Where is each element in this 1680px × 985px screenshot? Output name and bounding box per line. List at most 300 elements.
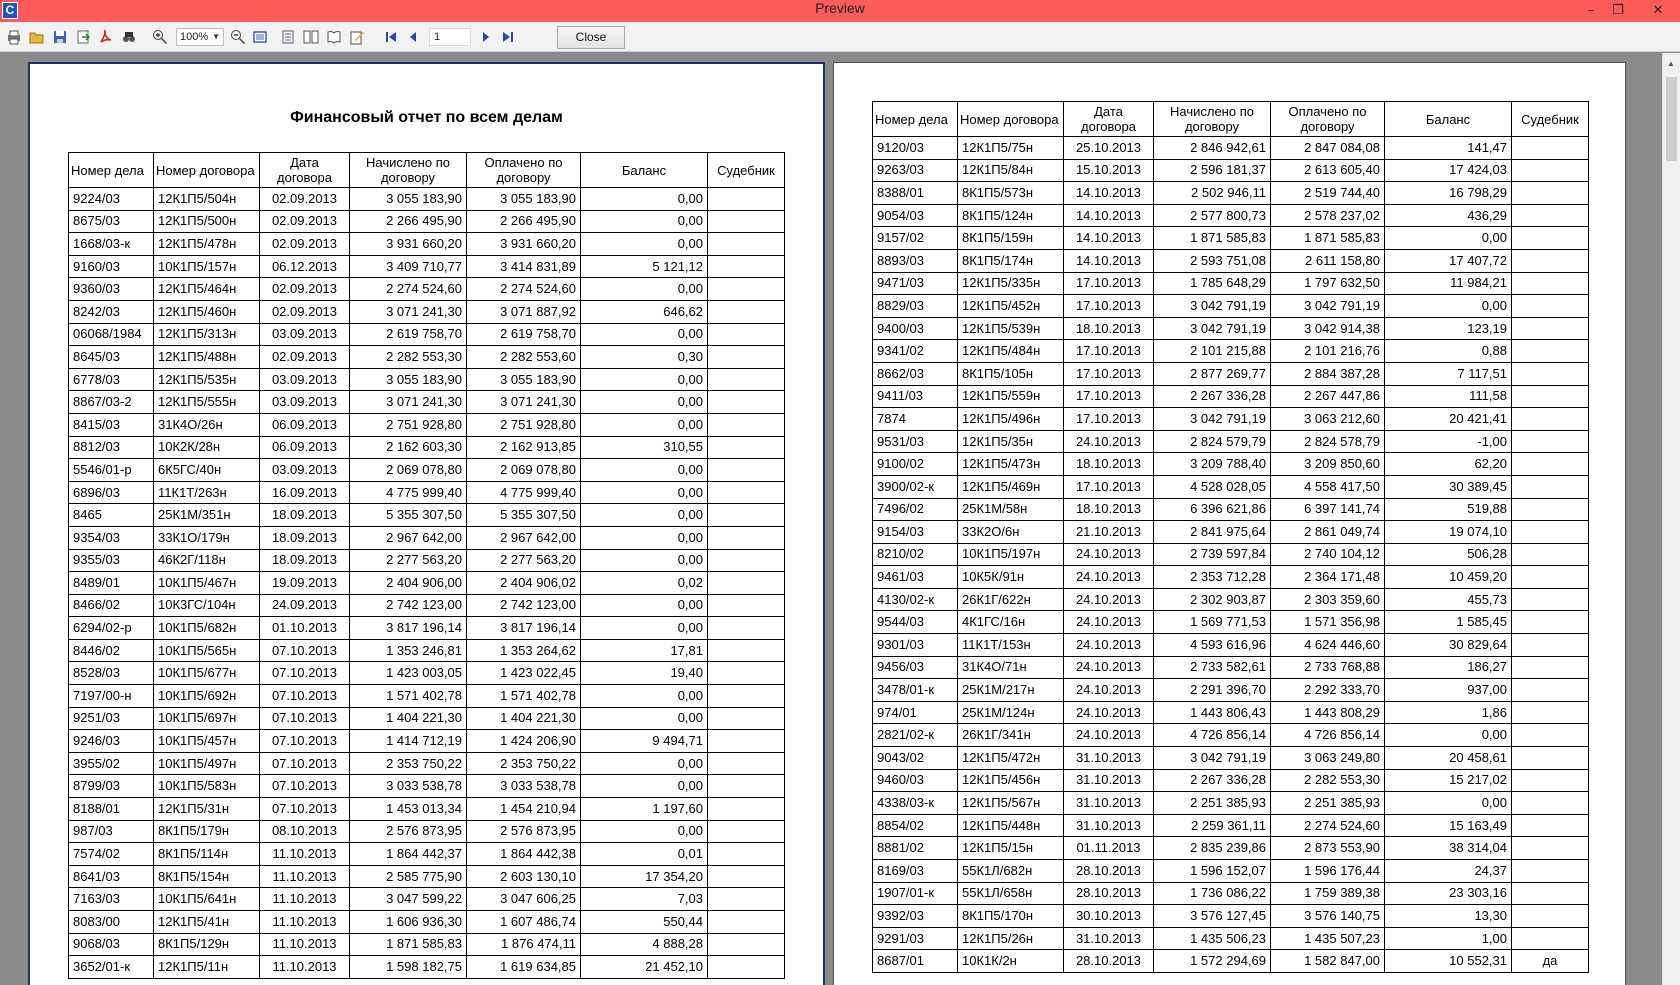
court-flag-cell — [708, 323, 785, 346]
table-row — [69, 549, 785, 572]
balance-cell: 0,00 — [581, 233, 708, 256]
court-flag-cell — [708, 594, 785, 617]
court-flag-cell — [708, 459, 785, 482]
case-number-cell: 9461/03 — [873, 566, 958, 589]
paid-amount-cell: 1 582 847,00 — [1271, 950, 1385, 973]
contract-date-cell: 07.10.2013 — [260, 707, 350, 730]
pdf-icon[interactable] — [98, 29, 114, 45]
contract-number-cell: 31К4О/26н — [154, 413, 260, 436]
case-number-cell: 9054/03 — [873, 204, 958, 227]
paid-amount-cell: 1 424 206,90 — [467, 730, 581, 753]
paid-amount-cell: 4 558 417,50 — [1271, 475, 1385, 498]
zoom-in-icon[interactable] — [152, 29, 168, 45]
export-icon[interactable] — [75, 29, 91, 45]
table-row — [873, 362, 1589, 385]
page-number-input[interactable]: 1 — [429, 28, 471, 46]
accrued-amount-cell: 3 931 660,20 — [350, 233, 467, 256]
contract-number-cell: 11К1Т/263н — [154, 481, 260, 504]
paid-amount-cell: 1 404 221,30 — [467, 707, 581, 730]
accrued-amount-cell: 1 569 771,53 — [1154, 611, 1271, 634]
contract-number-cell: 26К1Г/622н — [958, 588, 1064, 611]
case-number-cell: 9392/03 — [873, 905, 958, 928]
contract-number-cell: 12К1П5/559н — [958, 385, 1064, 408]
accrued-amount-cell: 1 453 013,34 — [350, 798, 467, 821]
table-row — [873, 701, 1589, 724]
accrued-amount-cell: 2 162 603,30 — [350, 436, 467, 459]
accrued-amount-cell: 2 259 361,11 — [1154, 814, 1271, 837]
accrued-amount-cell: 1 414 712,19 — [350, 730, 467, 753]
court-flag-cell — [708, 617, 785, 640]
paid-amount-cell: 1 876 474,11 — [467, 933, 581, 956]
paid-amount-cell: 2 282 553,60 — [467, 346, 581, 369]
paid-amount-cell: 2 619 758,70 — [467, 323, 581, 346]
contract-number-cell: 12К1П5/469н — [958, 475, 1064, 498]
contract-number-cell: 12К1П5/456н — [958, 769, 1064, 792]
table-row — [873, 182, 1589, 205]
accrued-amount-cell: 3 817 196,14 — [350, 617, 467, 640]
window-title: Preview — [815, 0, 865, 16]
balance-cell: 1 197,60 — [581, 798, 708, 821]
court-flag-cell — [708, 798, 785, 821]
balance-cell: 17 354,20 — [581, 865, 708, 888]
report-page-1 — [28, 62, 825, 985]
paid-amount-cell: 4 624 446,60 — [1271, 634, 1385, 657]
accrued-amount-cell: 1 871 585,83 — [1154, 227, 1271, 250]
table-row — [873, 950, 1589, 973]
paid-amount-cell: 2 967 642,00 — [467, 526, 581, 549]
balance-cell: 0,00 — [581, 481, 708, 504]
balance-cell: 0,00 — [581, 707, 708, 730]
previous-page-icon[interactable] — [405, 29, 421, 45]
column-header: Номер дела — [69, 153, 154, 188]
court-flag-cell — [1512, 769, 1589, 792]
court-flag-cell — [1512, 837, 1589, 860]
balance-cell: 0,00 — [581, 278, 708, 301]
contract-date-cell: 24.10.2013 — [1064, 430, 1154, 453]
scrollbar-thumb[interactable] — [1666, 77, 1677, 161]
contract-number-cell: 8К1П5/124н — [958, 204, 1064, 227]
contract-date-cell: 02.09.2013 — [260, 188, 350, 211]
court-flag-cell — [1512, 860, 1589, 883]
contract-date-cell: 06.12.2013 — [260, 255, 350, 278]
column-header: Оплачено по договору — [467, 153, 581, 188]
court-flag-cell — [1512, 137, 1589, 160]
restore-icon[interactable]: ❐ — [1612, 3, 1624, 18]
case-number-cell: 7496/02 — [873, 498, 958, 521]
case-number-cell: 8415/03 — [69, 413, 154, 436]
contract-date-cell: 03.09.2013 — [260, 459, 350, 482]
accrued-amount-cell: 1 404 221,30 — [350, 707, 467, 730]
case-number-cell: 8662/03 — [873, 362, 958, 385]
paid-amount-cell: 5 355 307,50 — [467, 504, 581, 527]
contract-date-cell: 17.10.2013 — [1064, 362, 1154, 385]
accrued-amount-cell: 3 042 791,19 — [1154, 295, 1271, 318]
case-number-cell: 8188/01 — [69, 798, 154, 821]
court-flag-cell — [708, 752, 785, 775]
minimize-icon[interactable]: – — [1587, 3, 1595, 18]
accrued-amount-cell: 2 277 563,20 — [350, 549, 467, 572]
paid-amount-cell: 2 282 553,30 — [1271, 769, 1385, 792]
close-button[interactable]: Close — [557, 26, 625, 49]
balance-cell: 506,28 — [1385, 543, 1512, 566]
court-flag-cell — [1512, 611, 1589, 634]
table-row — [69, 278, 785, 301]
case-number-cell: 9224/03 — [69, 188, 154, 211]
column-header: Баланс — [1385, 102, 1512, 137]
balance-cell: 10 459,20 — [1385, 566, 1512, 589]
balance-cell: 937,00 — [1385, 679, 1512, 702]
contract-date-cell: 24.10.2013 — [1064, 611, 1154, 634]
court-flag-cell — [1512, 362, 1589, 385]
court-flag-cell — [708, 639, 785, 662]
court-flag-cell — [1512, 317, 1589, 340]
case-number-cell: 974/01 — [873, 701, 958, 724]
table-row — [873, 204, 1589, 227]
court-flag-cell — [1512, 249, 1589, 272]
table-row — [873, 588, 1589, 611]
contract-date-cell: 02.09.2013 — [260, 210, 350, 233]
balance-cell: 0,00 — [581, 368, 708, 391]
paid-amount-cell: 1 759 389,38 — [1271, 882, 1385, 905]
accrued-amount-cell: 2 267 336,28 — [1154, 769, 1271, 792]
case-number-cell: 9160/03 — [69, 255, 154, 278]
case-number-cell: 8687/01 — [873, 950, 958, 973]
court-flag-cell — [1512, 340, 1589, 363]
case-number-cell: 8812/03 — [69, 436, 154, 459]
contract-date-cell: 03.09.2013 — [260, 391, 350, 414]
contract-date-cell: 11.10.2013 — [260, 911, 350, 934]
contract-number-cell: 12К1П5/504н — [154, 188, 260, 211]
single-page-icon[interactable] — [280, 29, 296, 45]
case-number-cell: 9154/03 — [873, 521, 958, 544]
contract-number-cell: 12К1П5/555н — [154, 391, 260, 414]
balance-cell: 0,00 — [581, 188, 708, 211]
contract-date-cell: 07.10.2013 — [260, 639, 350, 662]
contract-number-cell: 12К1П5/478н — [154, 233, 260, 256]
case-number-cell: 9157/02 — [873, 227, 958, 250]
paid-amount-cell: 3 071 887,92 — [467, 300, 581, 323]
court-flag-cell — [708, 368, 785, 391]
contract-date-cell: 18.09.2013 — [260, 549, 350, 572]
balance-cell: 310,55 — [581, 436, 708, 459]
table-row — [69, 865, 785, 888]
edit-icon[interactable] — [349, 29, 365, 45]
table-row — [69, 572, 785, 595]
table-row — [873, 272, 1589, 295]
case-number-cell: 3955/02 — [69, 752, 154, 775]
contract-date-cell: 24.10.2013 — [1064, 634, 1154, 657]
court-flag-cell — [1512, 204, 1589, 227]
accrued-amount-cell: 2 069 078,80 — [350, 459, 467, 482]
balance-cell: 62,20 — [1385, 453, 1512, 476]
balance-cell: 23 303,16 — [1385, 882, 1512, 905]
paid-amount-cell: 1 864 442,38 — [467, 843, 581, 866]
paid-amount-cell: 3 063 212,60 — [1271, 408, 1385, 431]
balance-cell: 9 494,71 — [581, 730, 708, 753]
case-number-cell: 6294/02-р — [69, 617, 154, 640]
contract-date-cell: 24.10.2013 — [1064, 566, 1154, 589]
contract-number-cell: 12К1П5/35н — [958, 430, 1064, 453]
find-icon[interactable] — [121, 29, 137, 45]
table-row — [69, 413, 785, 436]
first-page-icon[interactable] — [383, 29, 399, 45]
court-flag-cell — [708, 843, 785, 866]
balance-cell: 7 117,51 — [1385, 362, 1512, 385]
balance-cell: 20 421,41 — [1385, 408, 1512, 431]
paid-amount-cell: 2 847 084,08 — [1271, 137, 1385, 160]
table-row — [873, 814, 1589, 837]
contract-number-cell: 4К1ГС/16н — [958, 611, 1064, 634]
table-row — [69, 255, 785, 278]
paid-amount-cell: 1 607 486,74 — [467, 911, 581, 934]
table-row — [69, 775, 785, 798]
table-row — [873, 385, 1589, 408]
paid-amount-cell: 2 742 123,00 — [467, 594, 581, 617]
balance-cell: 7,03 — [581, 888, 708, 911]
app-icon: C — [2, 2, 18, 19]
contract-date-cell: 14.10.2013 — [1064, 227, 1154, 250]
contract-number-cell: 12К1П5/496н — [958, 408, 1064, 431]
paid-amount-cell: 6 397 141,74 — [1271, 498, 1385, 521]
table-row — [873, 340, 1589, 363]
case-number-cell: 9411/03 — [873, 385, 958, 408]
court-flag-cell — [708, 707, 785, 730]
court-flag-cell — [708, 662, 785, 685]
paid-amount-cell: 3 817 196,14 — [467, 617, 581, 640]
table-row — [873, 543, 1589, 566]
preview-viewport[interactable] — [0, 53, 1662, 985]
contract-number-cell: 8К1П5/159н — [958, 227, 1064, 250]
contract-number-cell: 12К1П5/448н — [958, 814, 1064, 837]
court-flag-cell — [708, 933, 785, 956]
accrued-amount-cell: 1 572 294,69 — [1154, 950, 1271, 973]
balance-cell: 0,00 — [581, 549, 708, 572]
balance-cell: 20 458,61 — [1385, 747, 1512, 770]
table-row — [873, 498, 1589, 521]
balance-cell: 1,00 — [1385, 927, 1512, 950]
zoom-out-icon[interactable] — [230, 29, 246, 45]
paid-amount-cell: 3 055 183,90 — [467, 188, 581, 211]
contract-date-cell: 01.10.2013 — [260, 617, 350, 640]
case-number-cell: 9456/03 — [873, 656, 958, 679]
balance-cell: -1,00 — [1385, 430, 1512, 453]
table-row — [873, 521, 1589, 544]
court-flag-cell — [708, 255, 785, 278]
balance-cell: 38 314,04 — [1385, 837, 1512, 860]
open-icon[interactable] — [29, 29, 45, 45]
print-icon[interactable] — [6, 29, 22, 45]
table-row — [69, 594, 785, 617]
paid-amount-cell: 2 733 768,88 — [1271, 656, 1385, 679]
table-row — [873, 137, 1589, 160]
balance-cell: 10 552,31 — [1385, 950, 1512, 973]
case-number-cell: 2821/02-к — [873, 724, 958, 747]
fit-page-icon[interactable] — [252, 29, 268, 45]
accrued-amount-cell: 4 593 616,96 — [1154, 634, 1271, 657]
contract-number-cell: 8К1П5/174н — [958, 249, 1064, 272]
table-row — [873, 792, 1589, 815]
case-number-cell: 9251/03 — [69, 707, 154, 730]
report-title: Финансовый отчет по всем делам — [290, 109, 563, 126]
court-flag-cell — [1512, 701, 1589, 724]
court-flag-cell — [708, 572, 785, 595]
accrued-amount-cell: 2 274 524,60 — [350, 278, 467, 301]
contract-number-cell: 31К4О/71н — [958, 656, 1064, 679]
contract-date-cell: 25.10.2013 — [1064, 137, 1154, 160]
table-row — [69, 911, 785, 934]
accrued-amount-cell: 3 055 183,90 — [350, 368, 467, 391]
accrued-amount-cell: 1 443 806,43 — [1154, 701, 1271, 724]
contract-number-cell: 33К2О/6н — [958, 521, 1064, 544]
case-number-cell: 987/03 — [69, 820, 154, 843]
column-header: Дата договора — [1064, 102, 1154, 137]
accrued-amount-cell: 2 577 800,73 — [1154, 204, 1271, 227]
case-number-cell: 8881/02 — [873, 837, 958, 860]
contract-number-cell: 12К1П5/84н — [958, 159, 1064, 182]
contract-number-cell: 8К1П5/154н — [154, 865, 260, 888]
contract-date-cell: 18.10.2013 — [1064, 317, 1154, 340]
accrued-amount-cell: 1 571 402,78 — [350, 685, 467, 708]
contract-date-cell: 02.09.2013 — [260, 346, 350, 369]
paid-amount-cell: 3 414 831,89 — [467, 255, 581, 278]
multi-page-icon[interactable] — [303, 29, 319, 45]
case-number-cell: 8641/03 — [69, 865, 154, 888]
balance-cell: 455,73 — [1385, 588, 1512, 611]
contract-date-cell: 28.10.2013 — [1064, 950, 1154, 973]
case-number-cell: 9100/02 — [873, 453, 958, 476]
column-header: Номер договора — [958, 102, 1064, 137]
case-number-cell: 9471/03 — [873, 272, 958, 295]
table-row — [69, 526, 785, 549]
contract-date-cell: 14.10.2013 — [1064, 182, 1154, 205]
contract-number-cell: 12К1П5/15н — [958, 837, 1064, 860]
contract-number-cell: 8К1П5/573н — [958, 182, 1064, 205]
paid-amount-cell: 1 423 022,45 — [467, 662, 581, 685]
accrued-amount-cell: 1 736 086,22 — [1154, 882, 1271, 905]
save-icon[interactable] — [52, 29, 68, 45]
court-flag-cell — [1512, 905, 1589, 928]
court-flag-cell — [1512, 498, 1589, 521]
paid-amount-cell: 2 613 605,40 — [1271, 159, 1385, 182]
case-number-cell: 8466/02 — [69, 594, 154, 617]
bookmark-icon[interactable] — [326, 29, 342, 45]
contract-number-cell: 12К1П5/313н — [154, 323, 260, 346]
paid-amount-cell: 2 101 216,76 — [1271, 340, 1385, 363]
paid-amount-cell: 1 571 356,98 — [1271, 611, 1385, 634]
case-number-cell: 8867/03-2 — [69, 391, 154, 414]
table-row — [69, 233, 785, 256]
case-number-cell: 9246/03 — [69, 730, 154, 753]
paid-amount-cell: 2 611 158,80 — [1271, 249, 1385, 272]
contract-number-cell: 6К5ГС/40н — [154, 459, 260, 482]
balance-cell: 0,00 — [581, 504, 708, 527]
case-number-cell: 6778/03 — [69, 368, 154, 391]
contract-date-cell: 24.10.2013 — [1064, 543, 1154, 566]
vertical-scrollbar[interactable] — [1662, 53, 1680, 985]
contract-date-cell: 24.10.2013 — [1064, 656, 1154, 679]
case-number-cell: 9291/03 — [873, 927, 958, 950]
contract-number-cell: 25К1М/217н — [958, 679, 1064, 702]
accrued-amount-cell: 2 576 873,95 — [350, 820, 467, 843]
accrued-amount-cell: 3 209 788,40 — [1154, 453, 1271, 476]
table-row — [69, 436, 785, 459]
accrued-amount-cell: 2 282 553,30 — [350, 346, 467, 369]
accrued-amount-cell: 5 355 307,50 — [350, 504, 467, 527]
paid-amount-cell: 2 274 524,60 — [1271, 814, 1385, 837]
contract-number-cell: 10К1П5/692н — [154, 685, 260, 708]
accrued-amount-cell: 1 598 182,75 — [350, 956, 467, 979]
contract-date-cell: 17.10.2013 — [1064, 408, 1154, 431]
contract-number-cell: 10К1К/2н — [958, 950, 1064, 973]
table-row — [69, 933, 785, 956]
paid-amount-cell: 1 435 507,23 — [1271, 927, 1385, 950]
contract-date-cell: 07.10.2013 — [260, 775, 350, 798]
paid-amount-cell: 2 251 385,93 — [1271, 792, 1385, 815]
contract-date-cell: 11.10.2013 — [260, 956, 350, 979]
scroll-up-icon[interactable]: ▲ — [1667, 59, 1675, 68]
contract-date-cell: 19.09.2013 — [260, 572, 350, 595]
column-header: Дата договора — [260, 153, 350, 188]
table-row — [873, 475, 1589, 498]
close-window-icon[interactable]: ✕ — [1652, 3, 1664, 18]
next-page-icon[interactable] — [478, 29, 494, 45]
case-number-cell: 9120/03 — [873, 137, 958, 160]
table-row — [69, 481, 785, 504]
court-flag-cell — [1512, 408, 1589, 431]
case-number-cell: 3652/01-к — [69, 956, 154, 979]
paid-amount-cell: 2 519 744,40 — [1271, 182, 1385, 205]
balance-cell: 0,00 — [581, 459, 708, 482]
table-row — [69, 820, 785, 843]
last-page-icon[interactable] — [500, 29, 516, 45]
report-table-page-1 — [68, 152, 785, 979]
table-row — [69, 639, 785, 662]
table-row — [873, 747, 1589, 770]
balance-cell: 0,88 — [1385, 340, 1512, 363]
court-flag-cell — [1512, 385, 1589, 408]
case-number-cell: 8169/03 — [873, 860, 958, 883]
contract-number-cell: 10К1П5/467н — [154, 572, 260, 595]
table-row — [873, 882, 1589, 905]
contract-date-cell: 31.10.2013 — [1064, 747, 1154, 770]
court-flag-cell — [1512, 566, 1589, 589]
court-flag-cell — [708, 865, 785, 888]
paid-amount-cell: 3 042 791,19 — [1271, 295, 1385, 318]
accrued-amount-cell: 2 404 906,00 — [350, 572, 467, 595]
court-flag-cell — [708, 233, 785, 256]
paid-amount-cell: 2 274 524,60 — [467, 278, 581, 301]
balance-cell: 0,00 — [581, 775, 708, 798]
zoom-select[interactable] — [176, 28, 224, 46]
accrued-amount-cell: 2 585 775,90 — [350, 865, 467, 888]
paid-amount-cell: 2 364 171,48 — [1271, 566, 1385, 589]
accrued-amount-cell: 2 733 582,61 — [1154, 656, 1271, 679]
balance-cell: 646,62 — [581, 300, 708, 323]
contract-number-cell: 26К1Г/341н — [958, 724, 1064, 747]
balance-cell: 1,86 — [1385, 701, 1512, 724]
balance-cell: 0,00 — [581, 526, 708, 549]
case-number-cell: 6896/03 — [69, 481, 154, 504]
contract-number-cell: 10К1П5/583н — [154, 775, 260, 798]
balance-cell: 0,00 — [581, 617, 708, 640]
accrued-amount-cell: 4 775 999,40 — [350, 481, 467, 504]
case-number-cell: 9360/03 — [69, 278, 154, 301]
accrued-amount-cell: 2 824 579,79 — [1154, 430, 1271, 453]
case-number-cell: 9341/02 — [873, 340, 958, 363]
contract-number-cell: 10К2К/28н — [154, 436, 260, 459]
table-row — [873, 656, 1589, 679]
court-flag-cell — [708, 210, 785, 233]
